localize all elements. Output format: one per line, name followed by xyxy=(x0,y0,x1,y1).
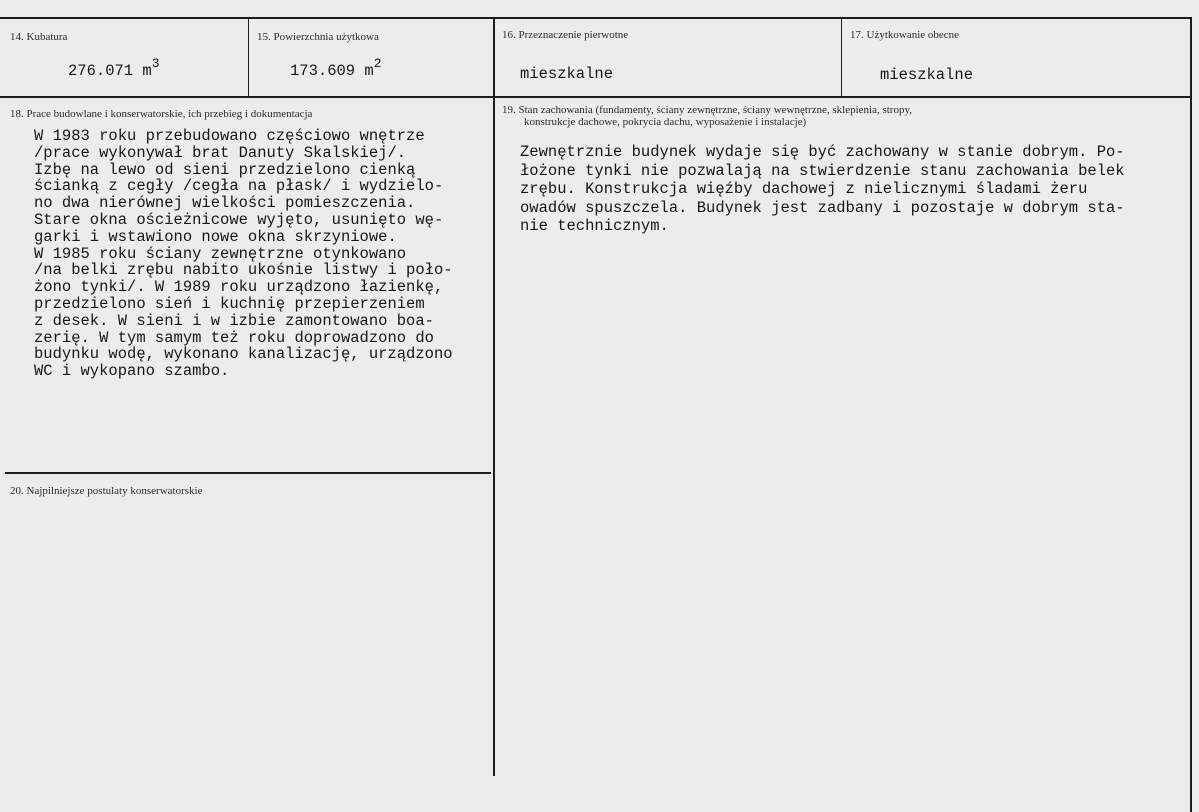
col1-divider xyxy=(248,18,249,97)
prace-line: /prace wykonywał brat Danuty Skalskiej/. xyxy=(34,143,407,162)
powierzchnia-number: 173.609 m xyxy=(290,62,374,80)
prace-line: ścianką z cegły /cegła na płask/ i wydzielo- xyxy=(34,177,444,196)
powierzchnia-label: 15. Powierzchnia użytkowa xyxy=(257,31,379,43)
prace-line: garki i wstawiono nowe okna skrzyniowe. xyxy=(34,227,397,246)
right-border-line xyxy=(1190,18,1192,812)
prace-line: żono tynki/. W 1989 roku urządzono łazienkę, xyxy=(34,278,444,297)
powierzchnia-exponent: 2 xyxy=(373,55,382,71)
stan-line: zrębu. Konstrukcja więźby dachowej z nielicznymi śladami żeru xyxy=(520,180,1088,198)
uzytkowanie-label: 17. Użytkowanie obecne xyxy=(850,29,960,41)
kubatura-number: 276.071 m xyxy=(68,62,152,80)
prace-label: 18. Prace budowlane i konserwatorskie, ich przebieg i dokumentacja xyxy=(10,108,313,120)
prace-line: budynku wodę, wykonano kanalizację, urządzono xyxy=(34,345,453,364)
col2-divider xyxy=(493,18,495,776)
prace-line: Izbę na lewo od sieni przedzielono cienką xyxy=(34,160,416,179)
stan-line: nie technicznym. xyxy=(520,217,669,235)
kubatura-exponent: 3 xyxy=(151,55,160,71)
prace-line: W 1985 roku ściany zewnętrzne otynkowano xyxy=(34,244,407,263)
prace-line: Stare okna ościeżnicowe wyjęto, usunięto wę- xyxy=(34,210,444,229)
prace-line: przedzielono sień i kuchnię przepierzeniem xyxy=(34,294,425,313)
przeznaczenie-value: mieszkalne xyxy=(520,65,614,83)
prace-text xyxy=(34,128,453,380)
stan-line: Zewnętrznie budynek wydaje się być zachowany w stanie dobrym. Po- xyxy=(520,143,1125,161)
powierzchnia-value xyxy=(290,55,382,80)
postulaty-label: 20. Najpilniejsze postulaty konserwatorskie xyxy=(10,485,203,497)
section20-top-line xyxy=(5,472,491,474)
prace-line: no dwa nierównej wielkości pomieszczenia. xyxy=(34,194,416,213)
prace-line: W 1983 roku przebudowano częściowo wnętrze xyxy=(34,127,425,145)
prace-line: zerię. W tym samym też roku doprowadzono do xyxy=(34,328,434,347)
stan-label-line2: konstrukcje dachowe, pokrycia dachu, wyposażenie i instalacje) xyxy=(524,116,807,128)
stan-line: owadów spuszczela. Budynek jest zadbany i pozostaje w dobrym sta- xyxy=(520,198,1125,217)
uzytkowanie-value: mieszkalne xyxy=(880,66,974,84)
stan-text xyxy=(520,143,1125,236)
stan-label-line1: 19. Stan zachowania (fundamenty, ściany zewnętrzne, ściany wewnętrzne, sklepienia, stropy, xyxy=(502,104,913,116)
prace-line: z desek. W sieni i w izbie zamontowano boa- xyxy=(34,311,434,330)
top-border-line xyxy=(0,17,1192,19)
przeznaczenie-label: 16. Przeznaczenie pierwotne xyxy=(502,29,629,41)
stan-line: łożone tynki nie pozwalają na stwierdzenie stanu zachowania belek xyxy=(520,161,1125,180)
kubatura-label: 14. Kubatura xyxy=(10,31,68,43)
col3-divider xyxy=(841,18,842,97)
prace-line: /na belki zrębu nabito ukośnie listwy i poło- xyxy=(34,261,453,280)
prace-line: WC i wykopano szambo. xyxy=(34,362,230,381)
kubatura-value xyxy=(68,55,160,80)
row1-bottom-line xyxy=(0,96,1192,98)
